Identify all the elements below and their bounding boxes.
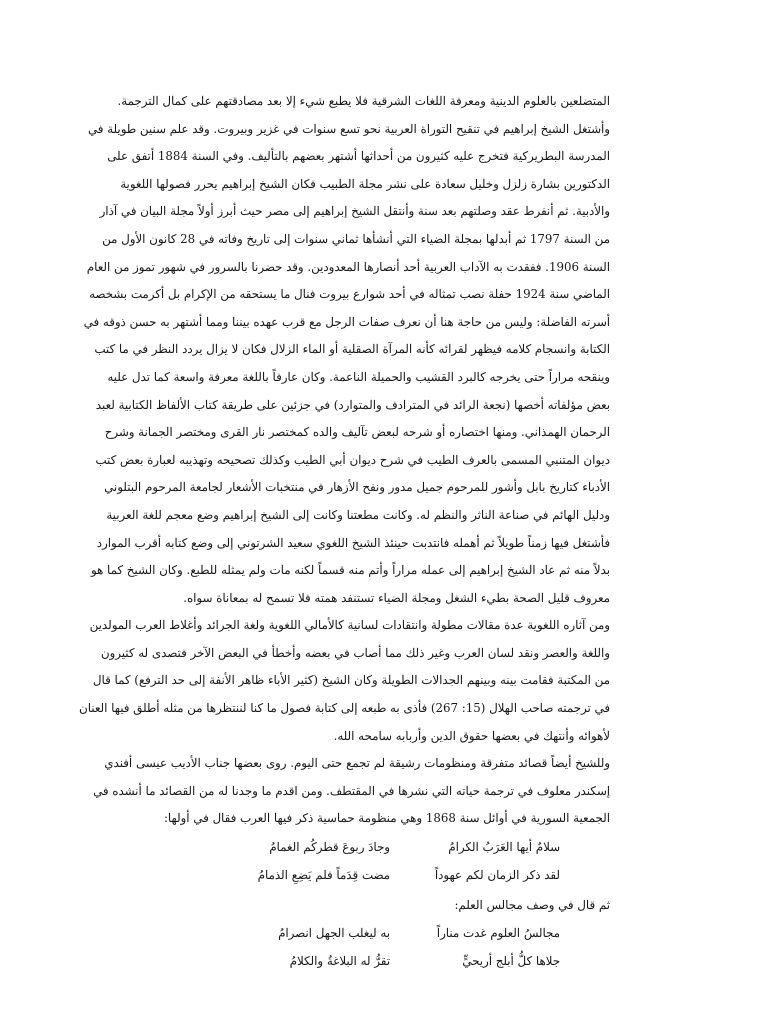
text-line: بدلاً منه ثم عاد الشيخ إبراهيم إلى عمله مراراً وأتم منه قسماً لكنه مات ولم يمثله للطبع. وكان الشيخ كما هو bbox=[90, 563, 610, 578]
poem-block-2 bbox=[200, 926, 560, 982]
text-line: معروف قليل الصحة بطيء الشغل ومجلة الضياء تستنفد همته فلا تسمح له بمعاناة سواه. bbox=[183, 590, 610, 605]
text-line: الماضي سنة 1924 حفلة نصب تمثاله في أحد شوارع بيروت فنال ما يستحقه من الإكرام بل أكرمت بشخصه bbox=[89, 287, 610, 302]
poem-hemistich: به ليغلب الجهل انصرامُ bbox=[278, 926, 390, 940]
text-line: الأدباء كتاريخ بابل وأشور للمرحوم جميل مدور ونفح الأزهار في منتخبات الأشعار لجامعة المرحوم البتلوني bbox=[104, 480, 610, 495]
text-line: ومن آثاره اللغوية عدة مقالات مطولة وانتقادات لسانية كالأمالي اللغوية ولغة الجرائد وأغلاط العرب المولدين bbox=[89, 618, 610, 633]
text-line: فأشتغل فيها زمناً طويلاً ثم أهمله فانتدبت حينئذ الشيخ اللغوي سعيد الشرتوني إلى وضع كتابه أقرب الموارد bbox=[96, 535, 610, 550]
text-line: بعض مؤلفاته أخصها (نجعة الرائد في المترادف والمتوارد) في جزئين على طريقة كتاب الألفاظ الكتابية لعبد bbox=[95, 397, 610, 412]
text-line: واللغة والعصر ونقد لسان العرب وغير ذلك مما أصاب في بعضه وأخطأ في البعض الآخر فتصدى له كثيرون bbox=[100, 645, 610, 660]
poem-verse bbox=[200, 840, 560, 868]
body-text bbox=[79, 88, 610, 833]
text-line: من السنة 1797 ثم أبدلها بمجلة الضياء التي أنشأها ثماني سنوات إلى تاريخ وفاته في 28 كانون الأول من bbox=[102, 231, 610, 246]
poem-hemistich: جلاها كلُّ أبلج أريحيٍّ bbox=[462, 954, 560, 968]
poem-hemistich: لقد ذكر الزمان لكم عهوداً bbox=[434, 868, 560, 882]
text-line: الرحمان الهمذاني. ومنها اختصاره أو شرحه لبعض تآليف والده كمختصر نار القرى ومختصر الجمانة وشرح bbox=[104, 425, 610, 440]
poem-intro-text: ثم قال في وصف مجالس العلم: bbox=[454, 898, 610, 912]
poem-verse bbox=[200, 926, 560, 954]
poem-hemistich: مضت قِدَماً فلم يَضِعِ الذمامُ bbox=[257, 868, 390, 882]
text-line: من المكتبة فقامت بينه وبينهم الجدالات الطويلة وكان الشيخ (كثير الأباء ظاهر الأنفة إلى حد الترفع) كما قال bbox=[92, 673, 610, 688]
text-line: الجمعية السورية في أوائل سنة 1868 وهي منظومة حماسية ذكر فيها العرب فقال في أولها: bbox=[163, 811, 610, 826]
text-line: المتضلعين بالعلوم الدينية ومعرفة اللغات الشرقية فلا يطبع شيء إلا بعد مصادقتهم على كمال الترجمة. bbox=[117, 94, 610, 108]
text-line: وأشتغل الشيخ إبراهيم في تنقيح التوراة العربية نحو تسع سنوات في غزير وبيروت. وقد علم سنين طويلة في bbox=[87, 121, 610, 136]
text-line: وللشيخ أيضاً قصائد متفرقة ومنظومات رشيقة لم تجمع حتى اليوم. روى بعضها جناب الأديب عيسى أفندي bbox=[104, 756, 610, 771]
text-line: الكتابة وانسجام كلامه فيظهر لقرائه كأنه المرآة الصقلية أو الماء الزلال فكان لا يزال يردد النظر في ما كتب bbox=[94, 342, 610, 357]
text-line: السنة 1906. ففقدت به الآداب العربية أحد أنصارها المعدودين. وقد حضرنا بالسرور في شهور تموز من العام bbox=[86, 259, 610, 274]
text-line: الدكتورين بشارة زلزل وخليل سعادة على نشر مجلة الطبيب فكان الشيخ إبراهيم يحرر فصولها اللغوية bbox=[120, 176, 610, 191]
poem-verse bbox=[200, 868, 560, 896]
poem-hemistich: وجادَ ربوعَ قطركُم الغمامُ bbox=[269, 840, 390, 854]
text-line: المدرسة البطريركية فتخرج عليه كثيرون من أحداثها أشتهر بعضهم بالتأليف. وفي السنة 1884 أتفق على bbox=[107, 149, 610, 164]
poem-hemistich: سلامٌ أيها العَرَبُ الكرامُ bbox=[448, 840, 560, 854]
text-line: وينقحه مراراً حتى يخرجه كالبرد القشيب والحميلة الناعمة. وكان عارفاً باللغة معرفة واسعة كما تدل عليه bbox=[107, 369, 610, 384]
text-line: أسرته الفاضلة: وليس من حاجة هنا أن نعرف صفات الرجل مع قرب عهده بيننا ومما أشتهر به حسن ذوقه في bbox=[83, 314, 610, 329]
poem-hemistich: تقرُّ له البلاغةُ والكلامُ bbox=[289, 954, 390, 968]
poem-intro-line bbox=[160, 898, 610, 912]
text-line: ودليل الهائم في صناعة الناثر والنظم له. وكانت مطعتنا وكانت إلى الشيخ إبراهيم وضع معجم للغة العربية bbox=[106, 507, 610, 522]
poem-hemistich: مجالسُ العلوم غدت مناراً bbox=[436, 926, 560, 940]
text-line: إسكندر معلوف في ترجمة حياته التي نشرها في المقتطف. ومن اقدم ما وجدنا له من القصائد ما أنشده في bbox=[93, 783, 610, 798]
poem-block-1 bbox=[200, 840, 560, 896]
text-line: والأدبية. ثم أنفرط عقد وصلتهم بعد سنة وأنتقل الشيخ إبراهيم إلى مصر حيث أبرز أولاً مجلة البيان في آذار bbox=[99, 204, 610, 219]
text-line: في ترجمته صاحب الهلال (15: 267) فأذى به طبعه إلى كتابة فصول ما كنا لننتظرها من مثله أطلق فيها العنان bbox=[79, 701, 610, 716]
poem-verse bbox=[200, 954, 560, 982]
text-line: ديوان المتنبي المسمى بالعرف الطيب في شرح ديوان أبي الطيب وكذلك تصحيحه وتهذيبه لعبارة بعض كتب bbox=[95, 452, 610, 467]
text-line: لأهوائه وأنتهك في بعضها حقوق الدين وأربابه سامحه الله. bbox=[333, 728, 610, 743]
